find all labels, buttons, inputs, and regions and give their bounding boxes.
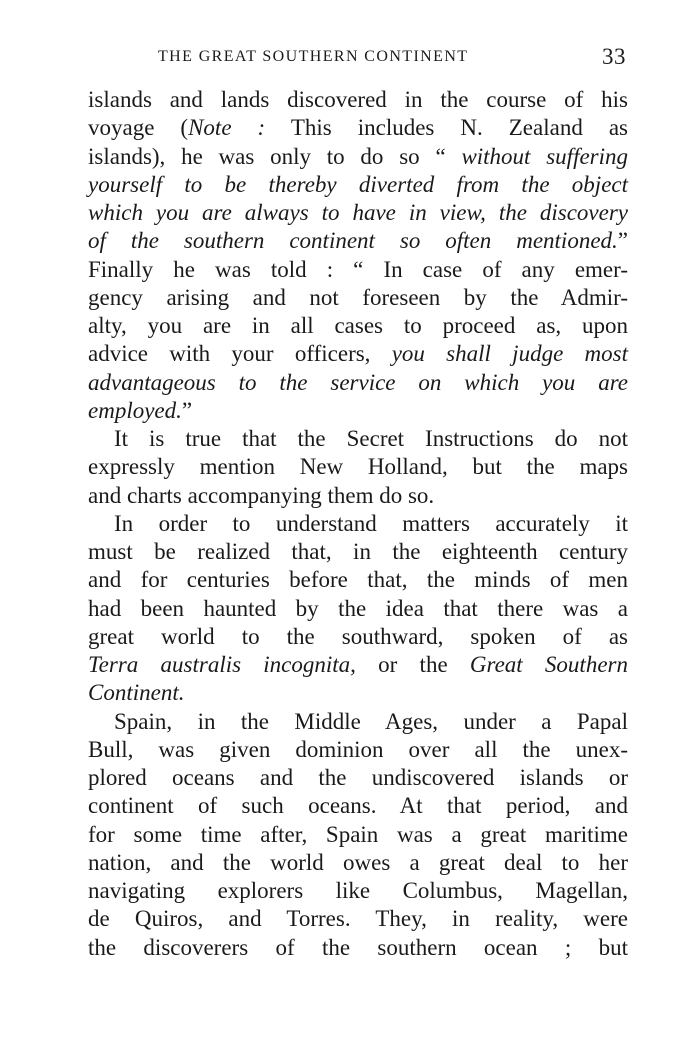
text-run: de Quiros, and Torres. They, in reality, were bbox=[88, 906, 628, 932]
text-line bbox=[88, 397, 628, 425]
italic-run: Terra australis incognita, bbox=[88, 652, 356, 677]
text-line bbox=[88, 482, 628, 510]
text-line bbox=[88, 312, 628, 340]
italic-run: Continent. bbox=[88, 680, 185, 706]
text-line bbox=[88, 934, 628, 962]
text-line bbox=[88, 114, 628, 142]
text-run: Spain, in the Middle Ages, under a Papal bbox=[114, 708, 628, 734]
text-run: alty, you are in all cases to proceed as, upon bbox=[88, 313, 628, 338]
italic-run: without suffering bbox=[461, 143, 629, 169]
text-line bbox=[88, 453, 628, 481]
text-line bbox=[88, 199, 628, 227]
text-line bbox=[88, 86, 628, 114]
italic-run: employed. bbox=[88, 397, 182, 423]
text-run: Bull, was given dominion over all the unex- bbox=[88, 736, 628, 762]
italic-run: you shall judge most bbox=[391, 341, 628, 367]
text-run: advice with your officers, bbox=[88, 341, 392, 367]
text-run: or the bbox=[355, 652, 470, 677]
text-line bbox=[88, 425, 628, 453]
text-line bbox=[88, 905, 628, 933]
text-line bbox=[88, 679, 628, 707]
text-line bbox=[88, 171, 628, 199]
text-run: continent of such oceans. At that period, and bbox=[88, 793, 628, 819]
text-line bbox=[88, 651, 628, 679]
text-line bbox=[88, 143, 628, 171]
text-run: It is true that the Secret Instructions do not bbox=[114, 426, 628, 451]
text-line bbox=[88, 566, 628, 594]
italic-run: yourself to be thereby diverted from the object bbox=[88, 171, 628, 197]
text-run: ” bbox=[181, 397, 193, 423]
text-run: nation, and the world owes a great deal to her bbox=[88, 849, 628, 875]
text-line bbox=[88, 227, 628, 255]
italic-run: which you are always to have in view, the discovery bbox=[88, 200, 628, 225]
text-run: great world to the southward, spoken of as bbox=[88, 623, 628, 649]
text-run: expressly mention New Holland, but the maps bbox=[88, 454, 628, 480]
text-run: for some time after, Spain was a great maritime bbox=[88, 821, 628, 847]
italic-run: of the southern continent so often mentioned. bbox=[88, 228, 618, 254]
text-run: must be realized that, in the eighteenth century bbox=[88, 539, 628, 564]
text-line bbox=[88, 284, 628, 312]
text-run: Finally he was told : “ In case of any emer- bbox=[88, 256, 628, 282]
italic-run: Note : bbox=[188, 115, 266, 141]
text-run: In order to understand matters accurately it bbox=[114, 510, 628, 536]
text-line bbox=[88, 821, 628, 849]
italic-run: advantageous to the service on which you are bbox=[88, 369, 628, 395]
text-line bbox=[88, 538, 628, 566]
text-line bbox=[88, 764, 628, 792]
text-line bbox=[88, 708, 628, 736]
text-run: the discoverers of the southern ocean ; but bbox=[88, 934, 628, 960]
text-run: plored oceans and the undiscovered islands or bbox=[88, 765, 628, 790]
text-run: and charts accompanying them do so. bbox=[88, 482, 435, 508]
text-line bbox=[88, 340, 628, 368]
text-run: gency arising and not foreseen by the Admir- bbox=[88, 284, 628, 310]
italic-run: Great Southern bbox=[469, 652, 628, 677]
text-line bbox=[88, 510, 628, 538]
text-run: This includes N. Zealand as bbox=[265, 115, 628, 141]
text-run: had been haunted by the idea that there was a bbox=[88, 595, 628, 621]
text-run: and for centuries before that, the minds of men bbox=[88, 567, 628, 593]
text-run: ” bbox=[617, 228, 628, 254]
text-line bbox=[88, 792, 628, 820]
text-line bbox=[88, 623, 628, 651]
text-line bbox=[88, 849, 628, 877]
text-line bbox=[88, 256, 628, 284]
text-run: islands), he was only to do so “ bbox=[88, 143, 462, 169]
text-line bbox=[88, 736, 628, 764]
text-line bbox=[88, 369, 628, 397]
text-line bbox=[88, 877, 628, 905]
text-run: navigating explorers like Columbus, Magellan, bbox=[88, 878, 628, 903]
body-text bbox=[88, 86, 628, 962]
running-head bbox=[88, 44, 628, 74]
book-page bbox=[88, 0, 628, 1038]
text-run: voyage ( bbox=[88, 115, 189, 141]
text-line bbox=[88, 595, 628, 623]
page-number: 33 bbox=[602, 44, 626, 69]
running-title: THE GREAT SOUTHERN CONTINENT bbox=[158, 48, 469, 65]
text-run: islands and lands discovered in the course of his bbox=[88, 87, 628, 112]
